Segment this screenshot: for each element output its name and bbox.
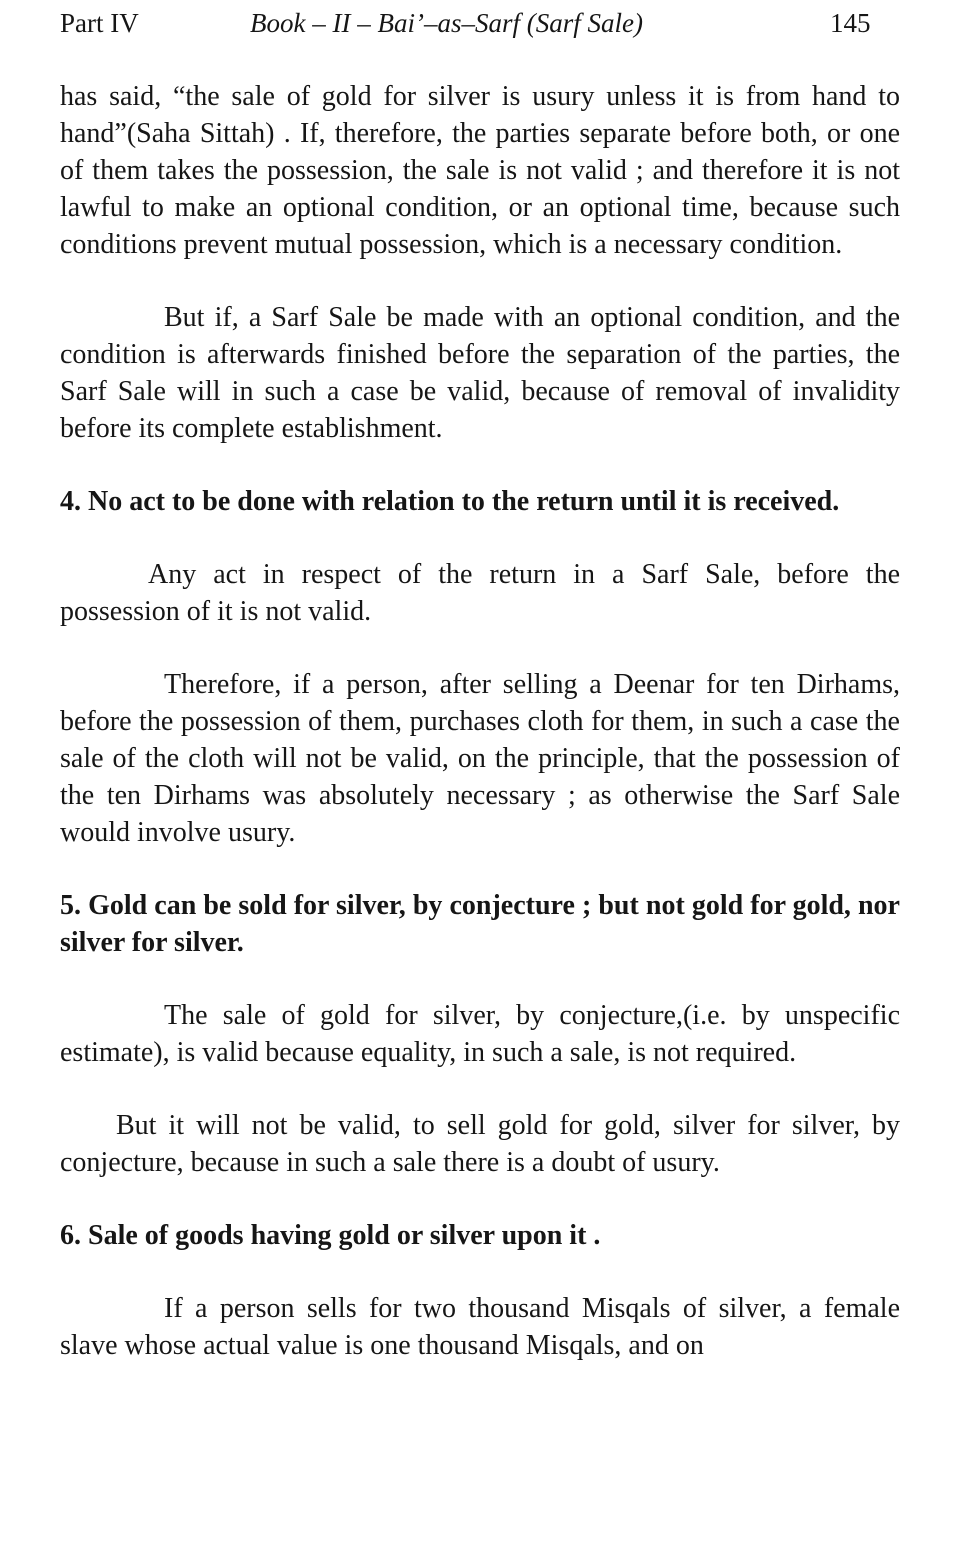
- header-part: Part IV: [60, 8, 139, 38]
- header-book-title: Book – II – Bai’–as–Sarf (Sarf Sale): [250, 8, 643, 38]
- page-number: 145: [830, 8, 871, 38]
- section-heading-4: 4. No act to be done with relation to the return until it is received.: [60, 486, 840, 517]
- paragraph-3: Any act in respect of the return in a Sarf Sale, before the possession of it is not valid.: [60, 559, 900, 627]
- section-heading-5: 5. Gold can be sold for silver, by conjecture ; but not gold for gold, nor silver for silver.: [60, 890, 900, 958]
- paragraph-7: If a person sells for two thousand Misqals of silver, a female slave whose actual value is one thousand Misqals, and on: [60, 1293, 900, 1361]
- page-body: [60, 78, 900, 1364]
- paragraph-5: The sale of gold for silver, by conjecture,(i.e. by unspecific estimate), is valid because equality, in such a sale, is not required.: [60, 1000, 900, 1068]
- running-header: [60, 6, 900, 40]
- paragraph-4: Therefore, if a person, after selling a Deenar for ten Dirhams, before the possession of them, purchases cloth for them, in such a case the sale of the cloth will not be valid, on the principle, that the possession of the ten Dirhams was absolutely necessary ; as otherwise the Sarf Sale would involve usury.: [60, 669, 900, 848]
- paragraph-2: But if, a Sarf Sale be made with an optional condition, and the condition is afterwards finished before the separation of the parties, the Sarf Sale will in such a case be valid, because of removal of invalidity before its complete establishment.: [60, 302, 900, 444]
- book-page: [60, 0, 900, 1550]
- section-heading-6: 6. Sale of goods having gold or silver upon it .: [60, 1220, 601, 1251]
- paragraph-6: But it will not be valid, to sell gold for gold, silver for silver, by conjecture, because in such a sale there is a doubt of usury.: [60, 1110, 900, 1178]
- paragraph-1: has said, “the sale of gold for silver is usury unless it is from hand to hand”(Saha Sittah) . If, therefore, the parties separate before both, or one of them takes the possession, the sale is not valid ; and therefore it is not lawful to make an optional condition, or an optional time, because such conditions prevent mutual possession, which is a necessary condition.: [60, 81, 900, 260]
